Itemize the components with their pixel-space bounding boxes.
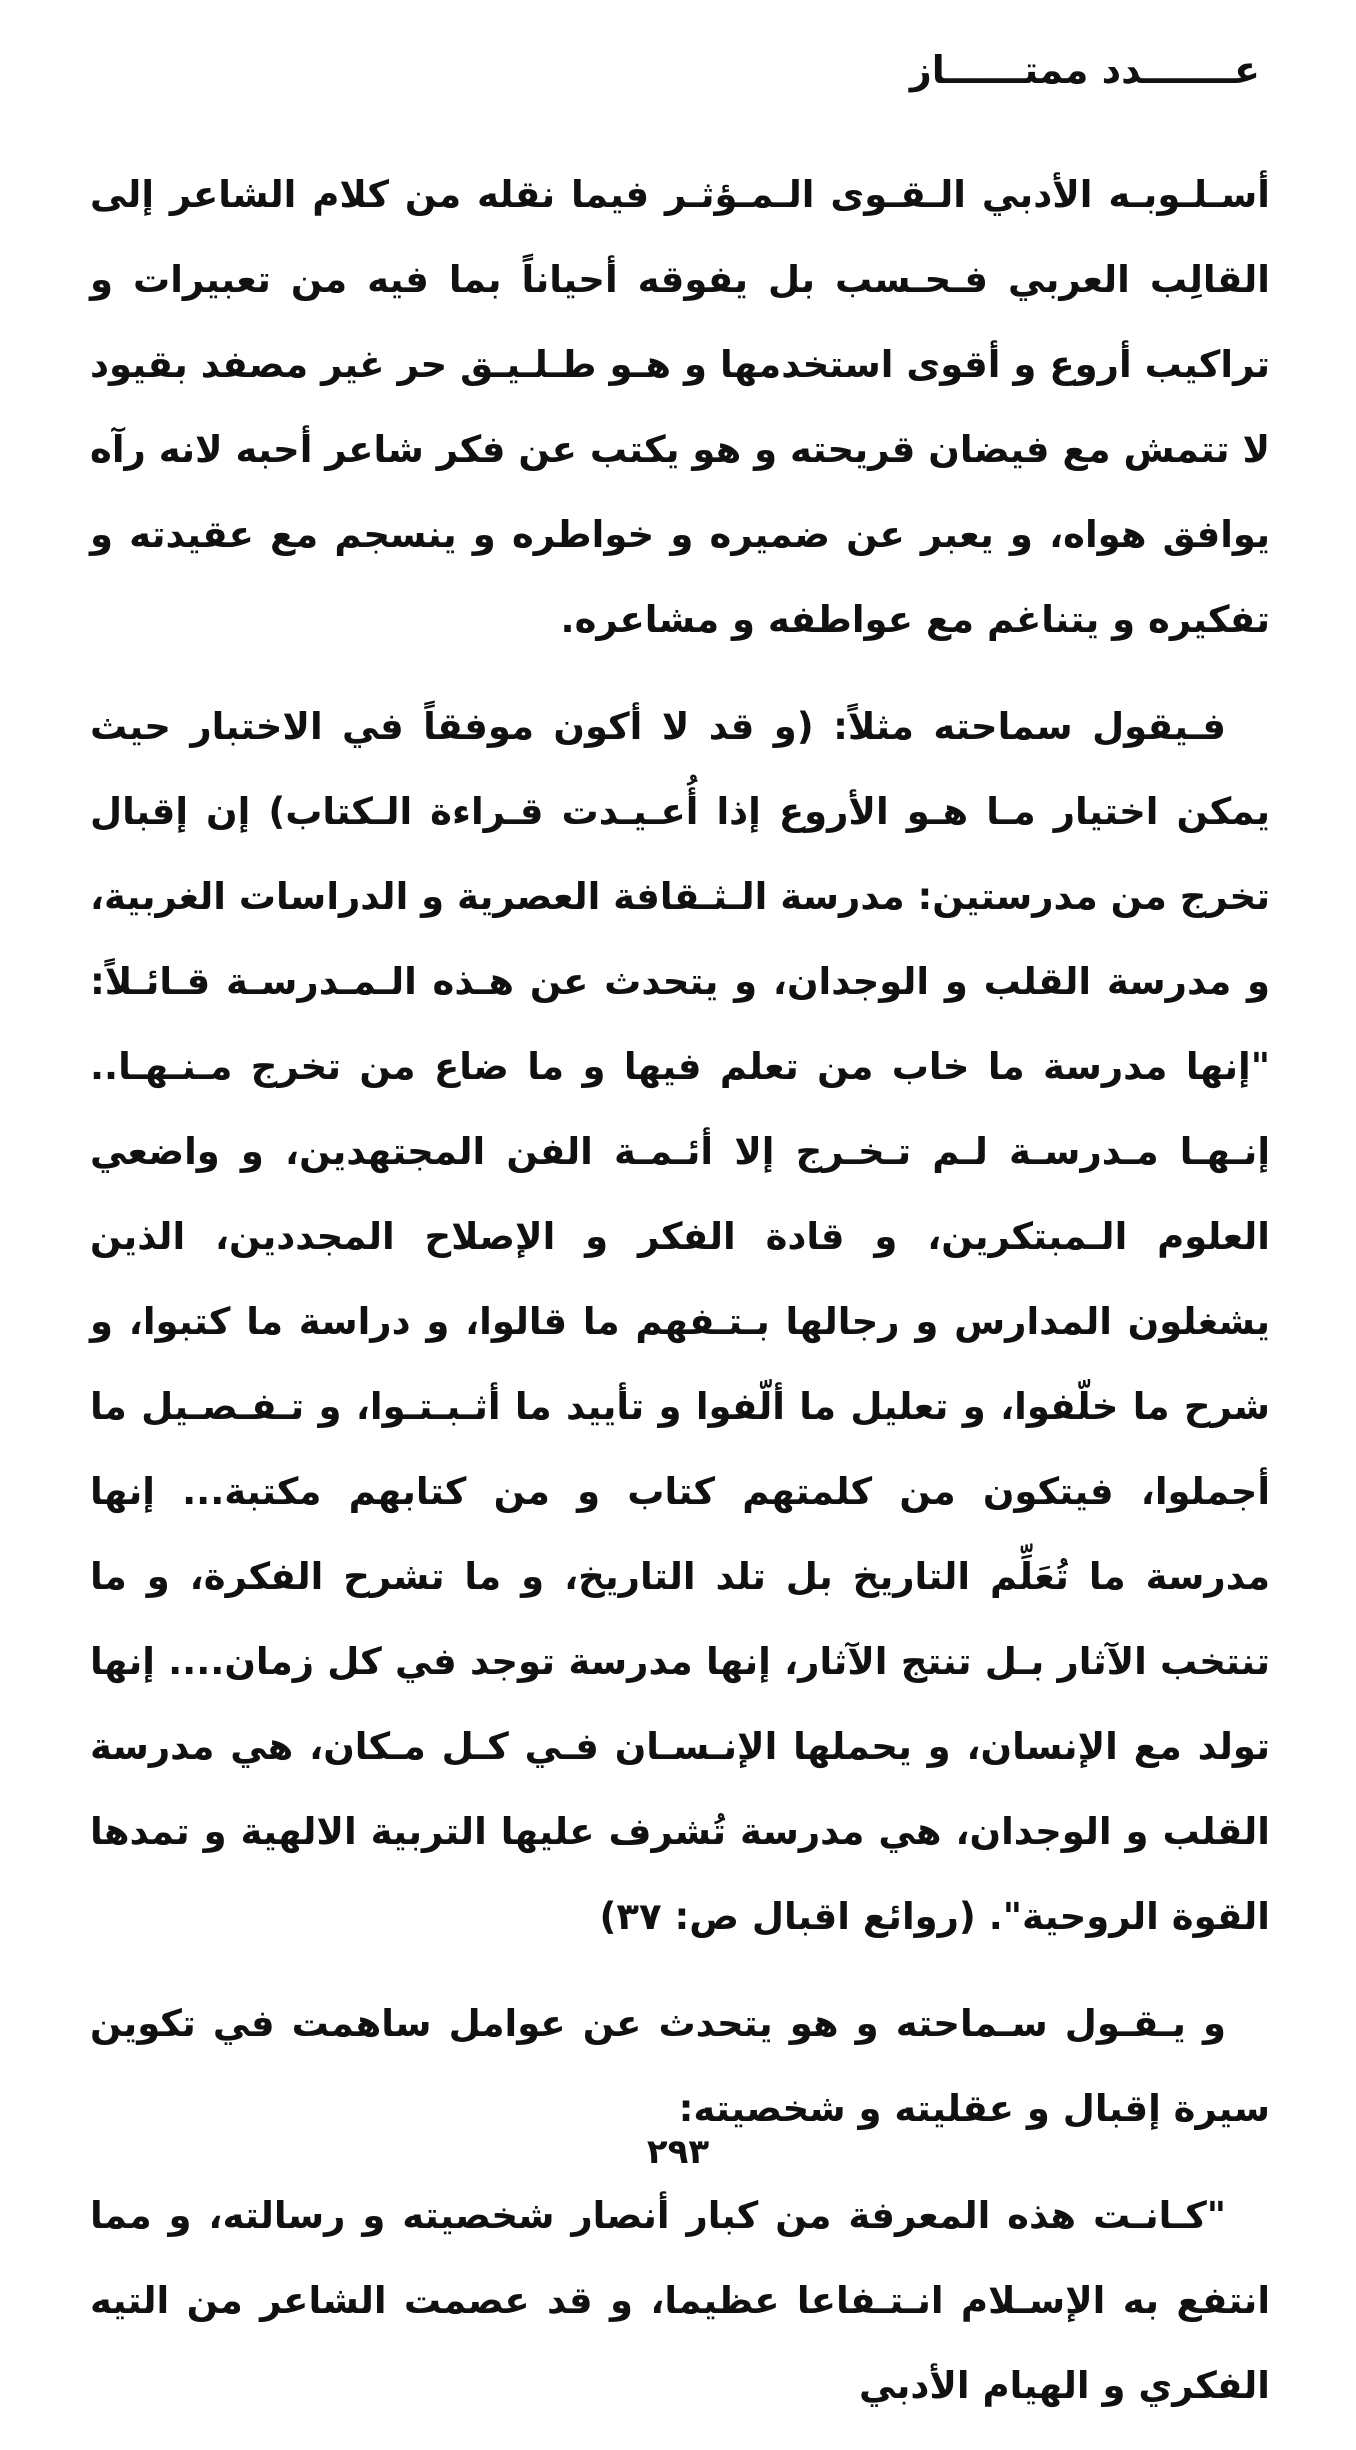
paragraph-2: فـيقول سماحته مثلاً: (و قد لا أكون موفقاً في الاختبار حيث يمكن اختيار مـا هـو الأروع إذا أُعـيـدت قـراءة الـكتاب) إن إقبال تخرج من مدرستين: مدرسة الـثـقافة العصرية و الدراسات الغربية، و مدرسة القلب و الوجدان، و يتحدث عن هـذه الـمـدرسـة قـائـلاً: "إنها مدرسة ما خاب من تعلم فيها و ما ضاع من تخرج مـنـهـا.. إنـهـا مـدرسـة لـم تـخـرج إلا أئـمـة الفن المجتهدين، و واضعي العلوم الـمبتكرين، و قادة الفكر و الإصلاح المجددين، الذين يشغلون المدارس و رجالها بـتـفهم ما قالوا، و دراسة ما كتبوا، و شرح ما خلّفوا، و تعليل ما ألّفوا و تأييد ما أثـبـتـوا، و تـفـصـيل ما أجملوا، فيتكون من كلمتهم كتاب و من كتابهم مكتبة... إنها مدرسة ما تُعَلِّم التاريخ بل تلد التاريخ، و ما تشرح الفكرة، و ما تنتخب الآثار بـل تنتج الآثار، إنها مدرسة توجد في كل زمان.... إنها تولد مع الإنسان، و يحملها الإنـسـان فـي كـل مـكان، هي مدرسة القلب و الوجدان، هي مدرسة تُشرف عليها التربية الالهية و تمدها القوة الروحية". (روائع اقبال ص: ٣٧): [90, 705, 1270, 1938]
paragraph-3: و يـقـول سـماحته و هو يتحدث عن عوامل ساهمت في تكوين سيرة إقبال و عقليته و شخصيته:: [90, 2002, 1270, 2130]
page-number: ٢٩٣: [646, 2132, 710, 2172]
paragraph-1: أسـلـوبـه الأدبي الـقـوى الـمـؤثـر فيما نقله من كلام الشاعر إلى القالِب العربي فـحـسب بل يفوقه أحياناً بما فيه من تعبيرات و تراكيب أروع و أقوى استخدمها و هـو طـلـيـق حر غير مصفد بقيود لا تتمش مع فيضان قريحته و هو يكتب عن فكر شاعر أحبه لانه رآه يوافق هواه، و يعبر عن ضميره و خواطره و ينسجم مع عقيدته و تفكيره و يتناغم مع عواطفه و مشاعره.: [90, 173, 1270, 641]
page-header: عـــــــدد ممتــــــاز: [909, 48, 1260, 92]
paragraph-4: "كـانـت هذه المعرفة من كبار أنصار شخصيته و رسالته، و مما انتفع به الإسـلام انـتـفاعا عظيما، و قد عصمت الشاعر من التيه الفكري و الهيام الأدبي: [90, 2194, 1270, 2407]
article-body: [90, 152, 1270, 2450]
